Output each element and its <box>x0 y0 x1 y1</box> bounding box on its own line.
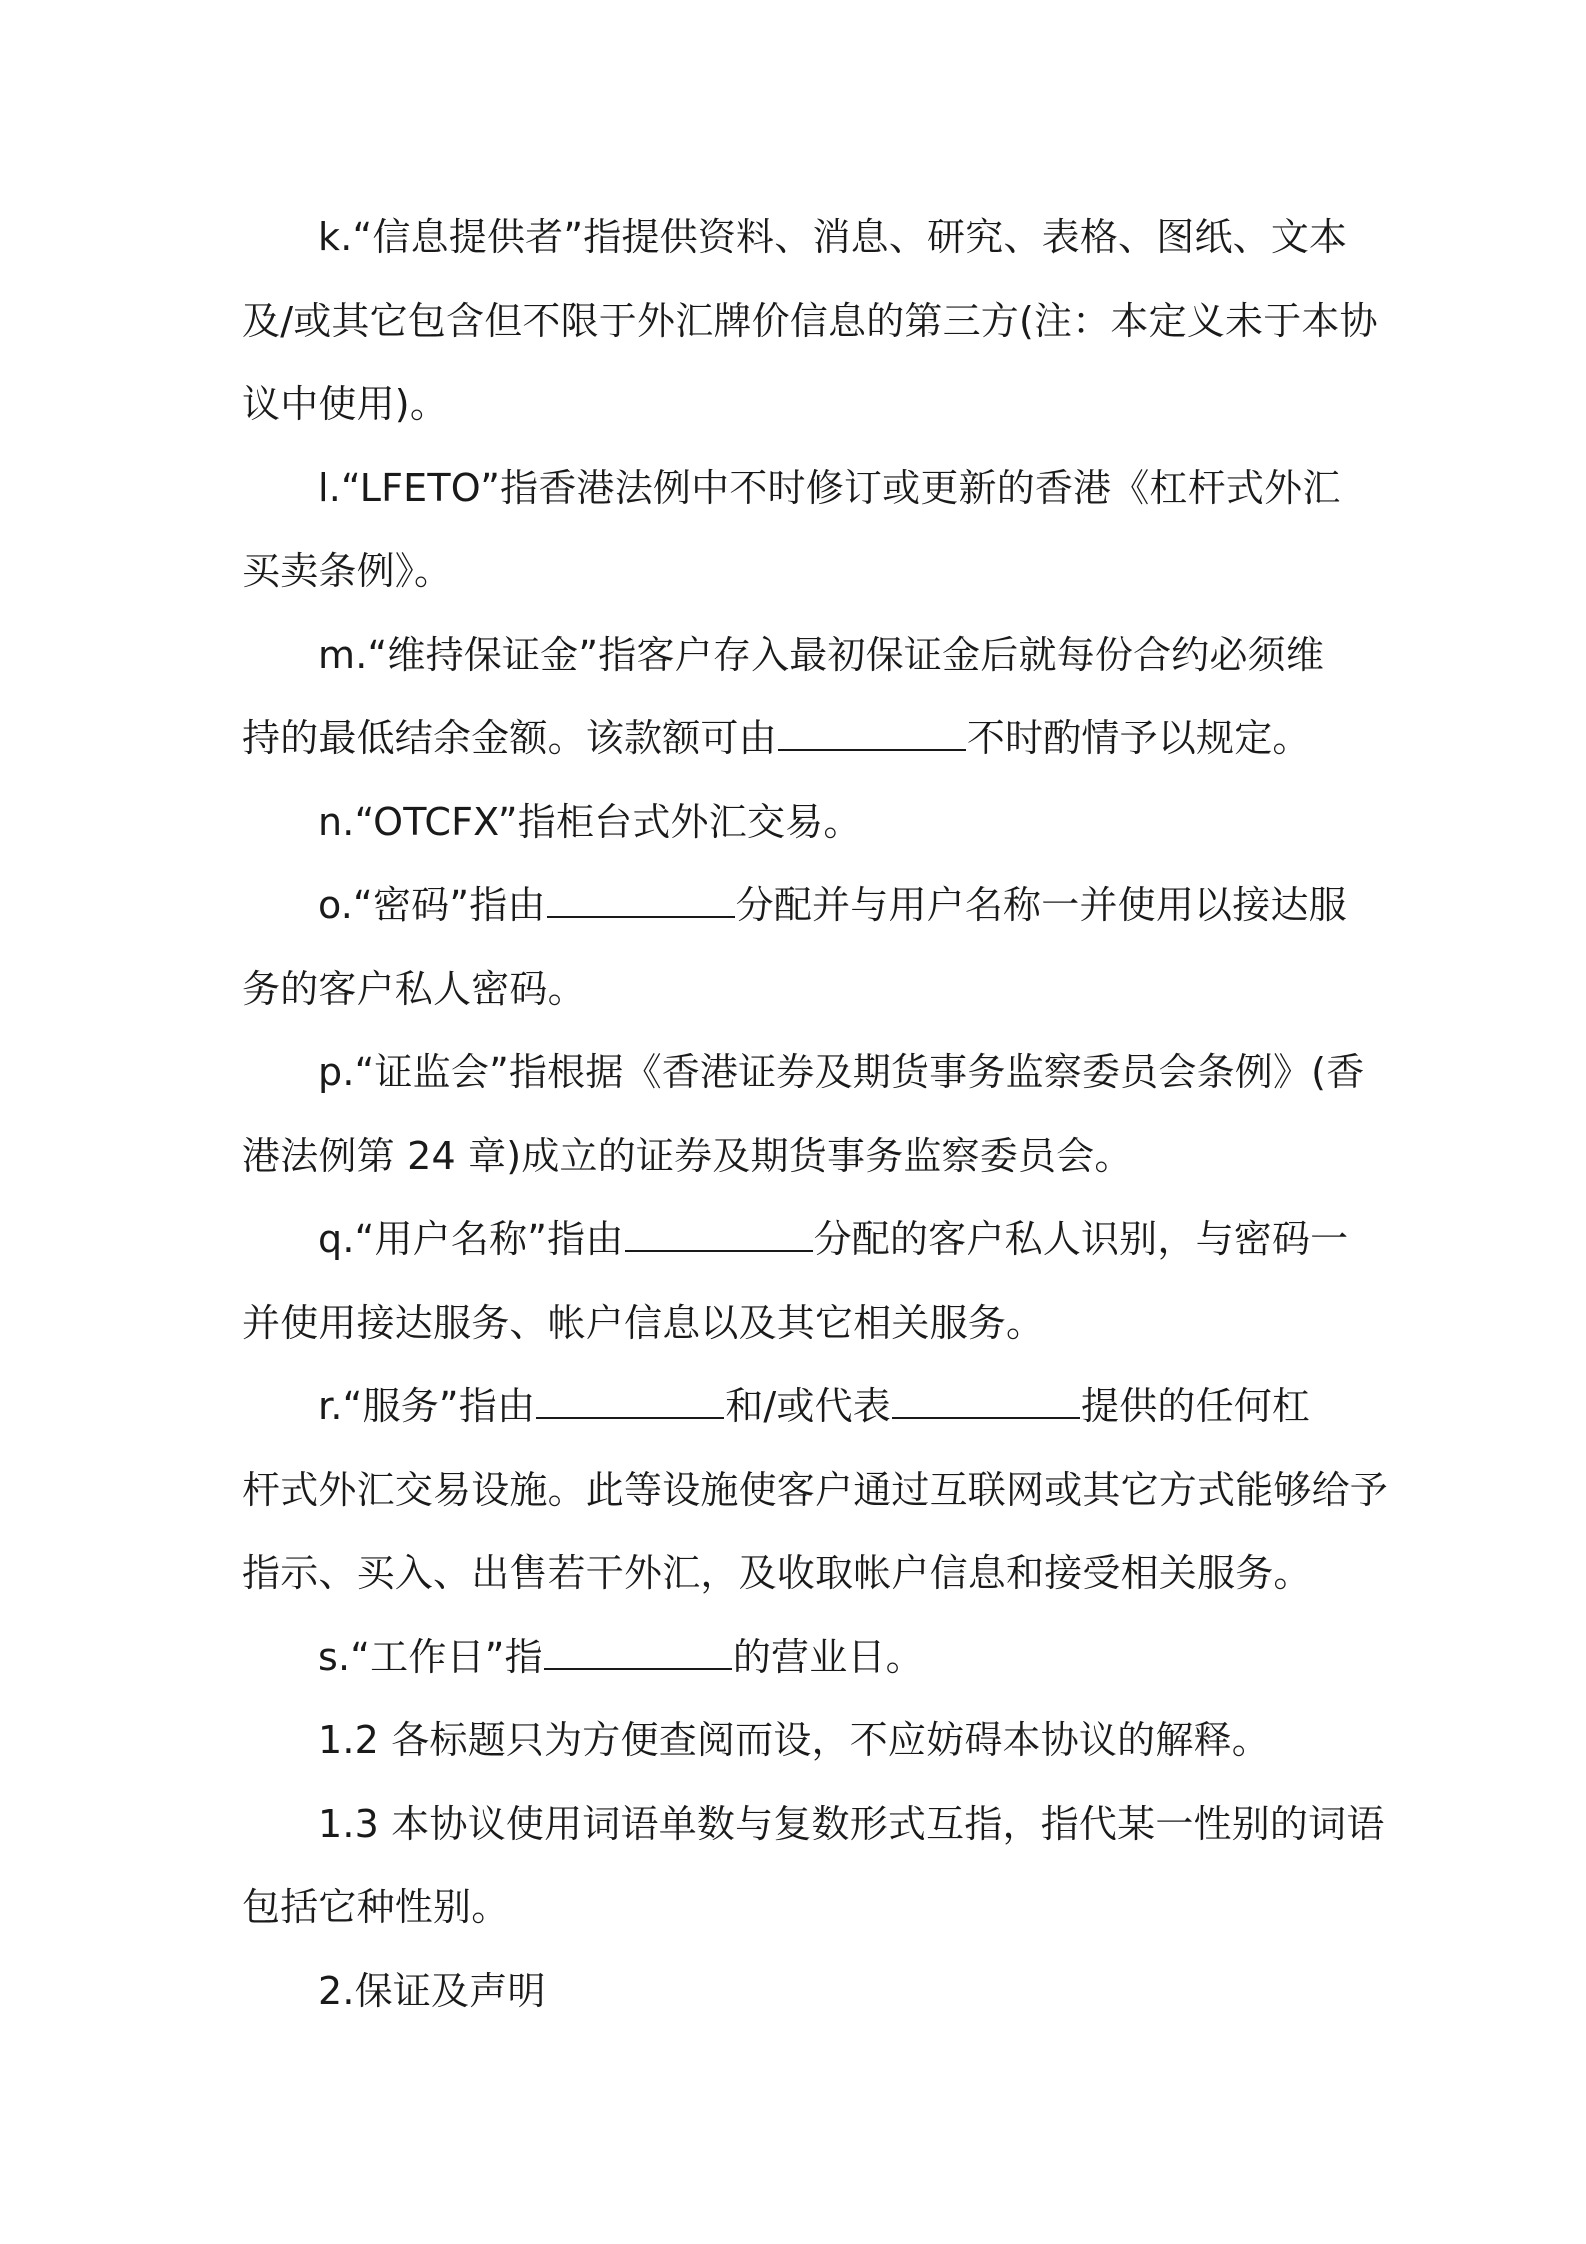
paragraph <box>242 1031 1365 1198</box>
text-segment: s.“工作日”指 <box>318 1634 543 1679</box>
text-line <box>242 948 1356 1032</box>
fill-in-blank <box>536 1383 724 1419</box>
text-segment: 务的客户私人密码。 <box>242 966 586 1011</box>
paragraph <box>242 1699 1356 1783</box>
fill-in-blank <box>547 882 735 918</box>
text-segment: 提供的任何杠 <box>1081 1384 1311 1428</box>
text-segment: k.“信息提供者”指提供资料、消息、研究、表格、图纸、文本 <box>318 215 1348 259</box>
text-line <box>242 614 1356 698</box>
text-line <box>242 1198 1356 1282</box>
text-line <box>242 1866 1356 1950</box>
text-segment: r.“服务”指由 <box>318 1384 536 1428</box>
fill-in-blank <box>892 1383 1080 1419</box>
text-segment: p.“证监会”指根据《香港证券及期货事务监察委员会条例》(香 <box>318 1050 1365 1094</box>
text-line <box>242 1950 1356 2034</box>
text-line <box>242 1616 1356 1700</box>
fill-in-blank <box>625 1216 813 1252</box>
text-segment: 杆式外汇交易设施。此等设施使客户通过互联网或其它方式能够给予 <box>242 1467 1389 1512</box>
paragraph <box>242 1783 1385 1950</box>
text-segment: 包括它种性别。 <box>242 1885 510 1929</box>
text-segment: 指示、买入、出售若干外汇，及收取帐户信息和接受相关服务。 <box>242 1551 1312 1595</box>
text-line <box>242 697 1356 781</box>
text-line <box>242 1031 1365 1115</box>
text-segment: 港法例第 24 章)成立的证券及期货事务监察委员会。 <box>242 1133 1133 1178</box>
text-segment: 和/或代表 <box>725 1384 891 1428</box>
text-line <box>242 1365 1356 1449</box>
text-line <box>242 1783 1385 1867</box>
text-segment: m.“维持保证金”指客户存入最初保证金后就每份合约必须维 <box>318 632 1325 677</box>
paragraph <box>242 1616 1356 1700</box>
text-segment: 分配并与用户名称一并使用以接达服 <box>735 883 1347 927</box>
text-line <box>242 196 1356 280</box>
text-line <box>242 1115 1356 1199</box>
text-segment: 2.保证及声明 <box>318 1968 546 2013</box>
text-segment: 议中使用)。 <box>242 382 449 426</box>
text-segment: 买卖条例》。 <box>242 549 453 593</box>
text-segment: o.“密码”指由 <box>318 883 546 927</box>
paragraph <box>242 864 1356 1031</box>
text-segment: 不时酌情予以规定。 <box>966 716 1311 760</box>
paragraph <box>242 1198 1356 1365</box>
text-segment: 1.3 本协议使用词语单数与复数形式互指，指代某一性别的词语 <box>318 1801 1385 1846</box>
text-segment: 的营业日。 <box>732 1634 924 1679</box>
text-segment: 1.2 各标题只为方便查阅而设，不应妨碍本协议的解释。 <box>318 1718 1270 1762</box>
paragraph <box>242 1950 1356 2034</box>
text-segment: 持的最低结余金额。该款额可由 <box>242 716 777 760</box>
paragraph <box>242 614 1356 781</box>
text-line <box>242 781 1356 865</box>
fill-in-blank <box>544 1634 732 1670</box>
text-segment: 并使用接达服务、帐户信息以及其它相关服务。 <box>242 1300 1045 1345</box>
fill-in-blank <box>778 715 966 751</box>
text-line <box>242 1532 1356 1616</box>
text-line <box>242 280 1378 364</box>
text-line <box>242 447 1356 531</box>
text-line <box>242 1282 1356 1366</box>
text-line <box>242 530 1356 614</box>
text-line <box>242 1449 1389 1533</box>
text-segment: n.“OTCFX”指柜台式外汇交易。 <box>318 799 862 844</box>
text-segment: 分配的客户私人识别，与密码一 <box>813 1217 1349 1261</box>
text-line <box>242 1699 1356 1783</box>
text-segment: l.“LFETO”指香港法例中不时修订或更新的香港《杠杆式外汇 <box>318 465 1341 510</box>
text-segment: 及/或其它包含但不限于外汇牌价信息的第三方(注：本定义未于本协 <box>242 298 1378 343</box>
paragraph <box>242 781 1356 865</box>
paragraph <box>242 1365 1389 1616</box>
document-body <box>242 196 1389 2033</box>
paragraph <box>242 196 1378 447</box>
text-line <box>242 864 1356 948</box>
paragraph <box>242 447 1356 614</box>
text-line <box>242 363 1356 447</box>
text-segment: q.“用户名称”指由 <box>318 1217 624 1261</box>
